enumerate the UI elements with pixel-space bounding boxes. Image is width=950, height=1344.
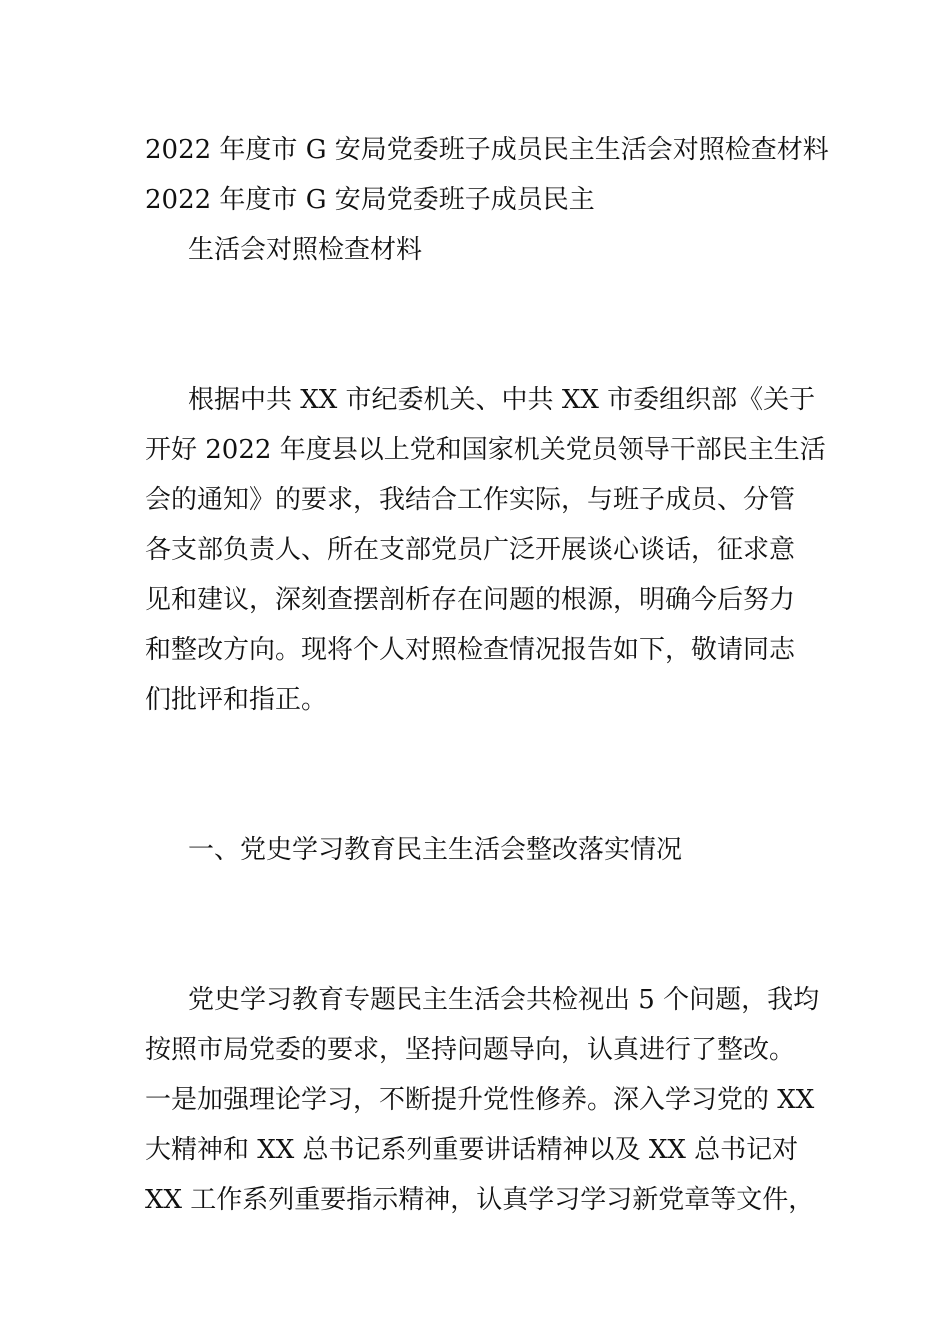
intro-line-4: 各支部负责人、所在支部党员广泛开展谈心谈话，征求意: [145, 535, 796, 565]
intro-line-5: 见和建议，深刻查摆剖析存在问题的根源，明确今后努力: [145, 585, 796, 615]
intro-line-6: 和整改方向。现将个人对照检查情况报告如下，敬请同志: [145, 635, 796, 665]
title-line-1: 2022 年度市 G 安局党委班子成员民主生活会对照检查材料: [145, 135, 829, 165]
section-line-1: 党史学习教育专题民主生活会共检视出 5 个问题，我均: [188, 985, 820, 1015]
intro-line-1: 根据中共 XX 市纪委机关、中共 XX 市委组织部《关于: [188, 385, 816, 415]
intro-line-3: 会的通知》的要求，我结合工作实际，与班子成员、分管: [145, 485, 796, 515]
section-line-5: XX 工作系列重要指示精神，认真学习学习新党章等文件，: [145, 1185, 815, 1215]
section-heading: 一、党史学习教育民主生活会整改落实情况: [188, 835, 683, 865]
section-line-3: 一是加强理论学习，不断提升党性修养。深入学习党的 XX: [145, 1085, 815, 1115]
section-line-2: 按照市局党委的要求，坚持问题导向，认真进行了整改。: [145, 1035, 796, 1065]
section-line-4: 大精神和 XX 总书记系列重要讲话精神以及 XX 总书记对: [145, 1135, 799, 1165]
title-line-2: 2022 年度市 G 安局党委班子成员民主: [145, 185, 595, 215]
intro-line-7: 们批评和指正。: [145, 685, 328, 715]
title-line-3: 生活会对照检查材料: [188, 235, 423, 265]
intro-line-2: 开好 2022 年度县以上党和国家机关党员领导干部民主生活: [145, 435, 826, 465]
